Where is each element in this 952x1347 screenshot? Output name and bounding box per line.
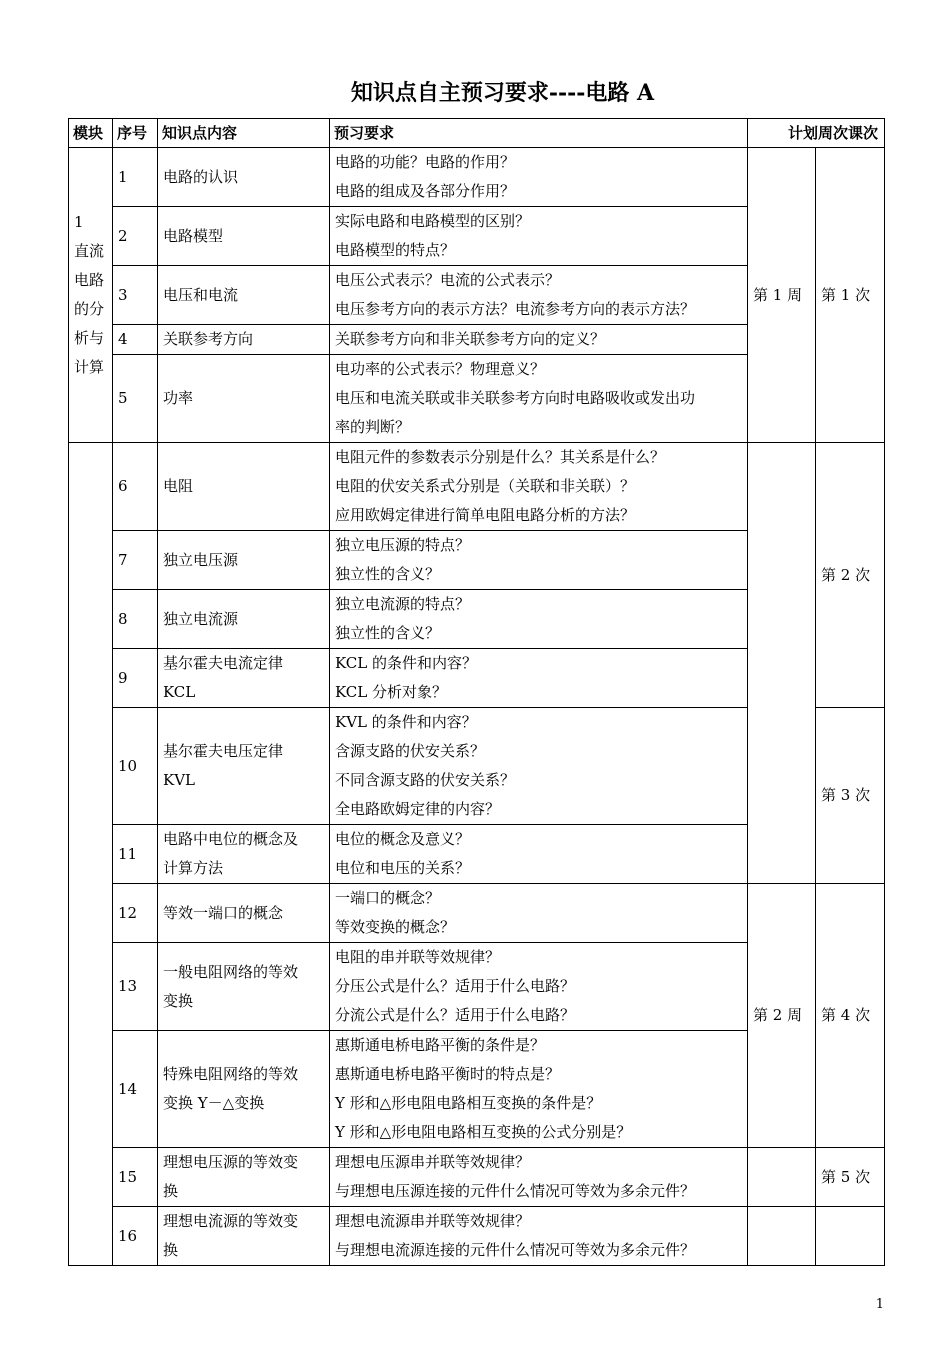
seq-cell: 16 — [113, 1207, 158, 1266]
table-row — [69, 1207, 885, 1266]
content-cell: 电路中电位的概念及 计算方法 — [158, 825, 330, 884]
module-cell-empty — [69, 443, 113, 1266]
seq-cell: 11 — [113, 825, 158, 884]
requirement-cell: 理想电流源串并联等效规律？ 与理想电流源连接的元件什么情况可等效为多余元件？ — [330, 1207, 748, 1266]
header-seq: 序号 — [113, 119, 158, 148]
requirement-cell: 一端口的概念？ 等效变换的概念？ — [330, 884, 748, 943]
session-cell-empty — [816, 1207, 885, 1266]
module-line: 电路 — [74, 271, 105, 289]
requirement-cell: 电位的概念及意义？ 电位和电压的关系？ — [330, 825, 748, 884]
content-cell: 电路的认识 — [158, 148, 330, 207]
week-cell-empty — [748, 443, 816, 884]
session-cell: 第 2 次 — [816, 443, 885, 708]
content-cell: 理想电流源的等效变 换 — [158, 1207, 330, 1266]
content-cell: 基尔霍夫电流定律 KCL — [158, 649, 330, 708]
session-cell: 第 3 次 — [816, 708, 885, 884]
requirement-cell: 独立电压源的特点？ 独立性的含义？ — [330, 531, 748, 590]
header-module: 模块 — [69, 119, 113, 148]
week-cell-empty — [748, 1148, 816, 1207]
content-cell: 等效一端口的概念 — [158, 884, 330, 943]
module-cell — [69, 148, 113, 443]
module-line: 析与 — [74, 329, 105, 347]
content-cell: 电压和电流 — [158, 266, 330, 325]
week-cell: 第 2 周 — [748, 884, 816, 1148]
seq-cell: 1 — [113, 148, 158, 207]
content-cell: 基尔霍夫电压定律 KVL — [158, 708, 330, 825]
content-cell: 功率 — [158, 355, 330, 443]
content-cell: 关联参考方向 — [158, 325, 330, 355]
week-cell: 第 1 周 — [748, 148, 816, 443]
requirement-cell: 电阻的串并联等效规律？ 分压公式是什么？适用于什么电路？ 分流公式是什么？适用于什么电路？ — [330, 943, 748, 1031]
seq-cell: 12 — [113, 884, 158, 943]
seq-cell: 2 — [113, 207, 158, 266]
seq-cell: 9 — [113, 649, 158, 708]
table-row — [69, 1148, 885, 1207]
content-cell: 电阻 — [158, 443, 330, 531]
header-requirement: 预习要求 — [330, 119, 748, 148]
week-cell-empty — [748, 1207, 816, 1266]
table-row — [69, 443, 885, 531]
requirement-cell: 电路的功能？电路的作用？ 电路的组成及各部分作用？ — [330, 148, 748, 207]
table-row — [69, 884, 885, 943]
session-cell: 第 5 次 — [816, 1148, 885, 1207]
content-cell: 独立电压源 — [158, 531, 330, 590]
header-content: 知识点内容 — [158, 119, 330, 148]
content-cell: 独立电流源 — [158, 590, 330, 649]
module-line: 直流 — [74, 242, 105, 260]
module-line: 1 — [74, 213, 84, 231]
table-row — [69, 148, 885, 207]
seq-cell: 6 — [113, 443, 158, 531]
requirement-cell: 电阻元件的参数表示分别是什么？其关系是什么？ 电阻的伏安关系式分别是（关联和非关联）？ 应用欧姆定律进行简单电阻电路分析的方法？ — [330, 443, 748, 531]
requirement-cell: 独立电流源的特点？ 独立性的含义？ — [330, 590, 748, 649]
page-title: 知识点自主预习要求----电路 A — [350, 80, 655, 106]
content-cell: 理想电压源的等效变 换 — [158, 1148, 330, 1207]
seq-cell: 13 — [113, 943, 158, 1031]
requirement-cell: 实际电路和电路模型的区别？ 电路模型的特点？ — [330, 207, 748, 266]
requirement-cell: 电压公式表示？电流的公式表示？ 电压参考方向的表示方法？电流参考方向的表示方法？ — [330, 266, 748, 325]
requirement-cell: 电功率的公式表示？物理意义？ 电压和电流关联或非关联参考方向时电路吸收或发出功 率的判断？ — [330, 355, 748, 443]
requirement-cell: KVL 的条件和内容？ 含源支路的伏安关系？ 不同含源支路的伏安关系？ 全电路欧姆定律的内容？ — [330, 708, 748, 825]
module-line: 计算 — [74, 358, 105, 376]
content-cell: 特殊电阻网络的等效 变换 Y－△变换 — [158, 1031, 330, 1148]
requirement-cell: 关联参考方向和非关联参考方向的定义？ — [330, 325, 748, 355]
header-plan: 计划周次课次 — [748, 119, 885, 148]
session-cell: 第 1 次 — [816, 148, 885, 443]
requirement-cell: 理想电压源串并联等效规律？ 与理想电压源连接的元件什么情况可等效为多余元件？ — [330, 1148, 748, 1207]
seq-cell: 5 — [113, 355, 158, 443]
preview-plan-table — [68, 118, 885, 1266]
seq-cell: 10 — [113, 708, 158, 825]
seq-cell: 15 — [113, 1148, 158, 1207]
module-line: 的分 — [74, 300, 105, 318]
session-cell: 第 4 次 — [816, 884, 885, 1148]
seq-cell: 14 — [113, 1031, 158, 1148]
seq-cell: 7 — [113, 531, 158, 590]
seq-cell: 8 — [113, 590, 158, 649]
page-number: 1 — [875, 1297, 884, 1312]
requirement-cell: KCL 的条件和内容？ KCL 分析对象？ — [330, 649, 748, 708]
seq-cell: 3 — [113, 266, 158, 325]
content-cell: 一般电阻网络的等效 变换 — [158, 943, 330, 1031]
content-cell: 电路模型 — [158, 207, 330, 266]
header-row — [69, 119, 885, 148]
seq-cell: 4 — [113, 325, 158, 355]
requirement-cell: 惠斯通电桥电路平衡的条件是？ 惠斯通电桥电路平衡时的特点是？ Y 形和△形电阻电路相互变换的条件是？ Y 形和△形电阻电路相互变换的公式分别是？ — [330, 1031, 748, 1148]
